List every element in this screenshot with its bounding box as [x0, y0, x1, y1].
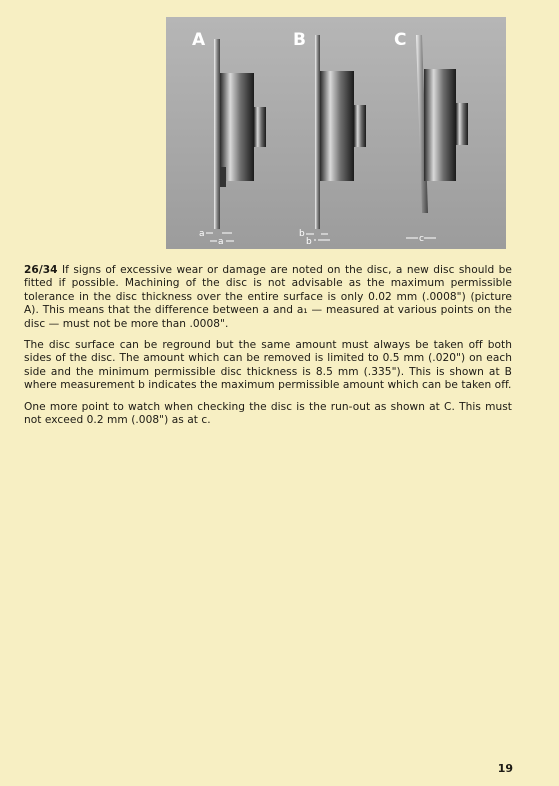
- label-c: C: [394, 30, 407, 50]
- label-a: A: [192, 30, 206, 50]
- measure-b-top: b: [299, 229, 305, 239]
- measure-a-bottom: a: [218, 237, 224, 247]
- brake-disc-photo: [166, 17, 506, 249]
- label-b: B: [293, 30, 306, 50]
- figure-reference: 26/34: [24, 264, 58, 276]
- measure-c: c: [419, 234, 424, 244]
- measure-a-top: a: [199, 229, 205, 239]
- body-text: [24, 264, 512, 435]
- paragraph-1: [24, 264, 512, 331]
- disc-illustration: [166, 17, 506, 249]
- paragraph-1-text: If signs of excessive wear or damage are noted on the disc, a new disc should be fitted if possible. Machining of the disc is not advisable as the maximum permissible tolerance in the disc thickness over the entire surface is only 0.02 mm (.0008") (picture A). This means that the difference between a and a₁ — measured at various points on the disc — must not be more than .0008".: [24, 264, 512, 330]
- measure-b-bottom: b: [306, 237, 312, 247]
- paragraph-2: The disc surface can be reground but the same amount must always be taken off both sides of the disc. The amount which can be removed is limited to 0.5 mm (.020") on each side and the minimum permissible disc thickness is 8.5 mm (.335"). This is shown at B where measurement b indicates the maximum permissible amount which can be taken off.: [24, 339, 512, 392]
- page-number: 19: [497, 762, 513, 775]
- paragraph-3: One more point to watch when checking the disc is the run-out as shown at C. This must not exceed 0.2 mm (.008") as at c.: [24, 400, 512, 427]
